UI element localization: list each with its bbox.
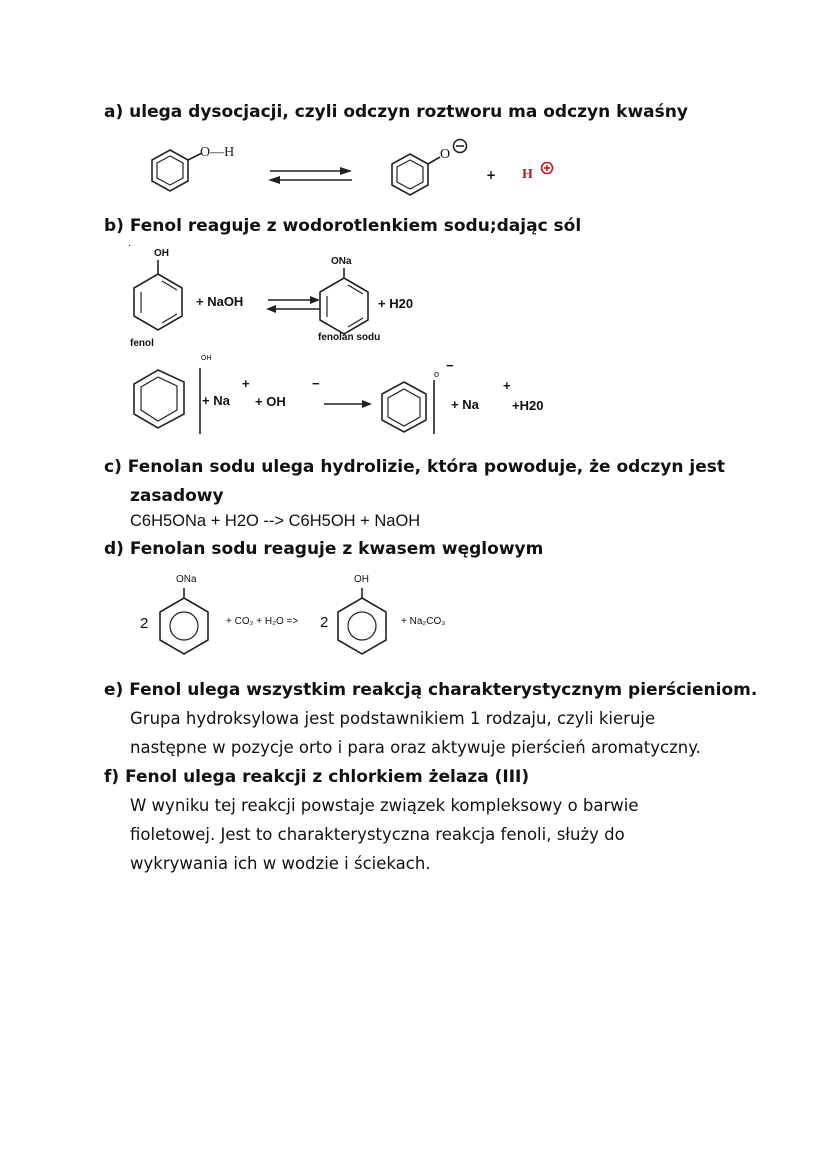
o-charge-b2: −: [446, 358, 454, 373]
sodium-phenolate-structure-d: [150, 586, 214, 662]
oh-label-b1: OH: [154, 248, 169, 259]
oh-label-a: O—H: [200, 145, 235, 160]
section-a-heading: a) ulega dysocjacji, czyli odczyn roztworu ma odczyn kwaśny: [104, 102, 688, 122]
na-charge-product-b2: +: [503, 378, 511, 393]
sodium-phenolate-structure-b1: [316, 266, 376, 342]
hydrolysis-equation: C6H5ONa + H2O --> C6H5OH + NaOH: [130, 512, 421, 530]
section-d-heading: d) Fenolan sodu reaguje z kwasem węglowym: [104, 539, 544, 559]
na-ion-b2: + Na: [202, 393, 230, 408]
phenol-structure-d: [332, 586, 396, 662]
equilibrium-arrow-b: [264, 295, 324, 315]
na-charge-b2: +: [242, 376, 250, 391]
phenol-structure-b2: [130, 364, 210, 440]
negative-charge-circle: [452, 138, 470, 156]
section-b-heading: b) Fenol reaguje z wodorotlenkiem sodu;dając sól: [104, 216, 582, 236]
naoh-reagent: + NaOH: [196, 294, 244, 309]
reagents-d: + CO₂ + H₂O =>: [226, 616, 299, 627]
oh-charge-b2: −: [312, 376, 320, 391]
na-ion-product-b2: + Na: [451, 397, 479, 412]
coefficient-2: 2: [320, 614, 329, 631]
h20-product-b2: +H20: [512, 398, 544, 413]
section-f-heading: f) Fenol ulega reakcji z chlorkiem żelaza (III): [104, 767, 530, 787]
equilibrium-arrow-a: [266, 166, 356, 186]
section-c-heading-line2: zasadowy: [130, 486, 224, 506]
oh-ion-b2: + OH: [255, 394, 286, 409]
section-f-line1: W wyniku tej reakcji powstaje związek kompleksowy o barwie: [130, 796, 639, 815]
phenolate-structure-b2: [376, 376, 442, 442]
oh-label-b2: OH: [201, 355, 212, 362]
h-ion-label: H: [522, 167, 533, 182]
o-label-b2: o: [434, 369, 440, 379]
fenolan-sodu-label: fenolan sodu: [318, 332, 381, 343]
ona-label-d: ONa: [176, 574, 197, 585]
o-label-a: O: [440, 147, 451, 162]
coefficient-1: 2: [140, 615, 149, 632]
phenol-structure-b1: [128, 258, 188, 338]
plus-a: +: [486, 168, 497, 182]
section-f-line3: wykrywania ich w wodzie i ściekach.: [130, 854, 431, 873]
reaction-arrow-b2: [322, 398, 374, 410]
section-c-heading: c) Fenolan sodu ulega hydrolizie, która powoduje, że odczyn jest: [104, 457, 726, 477]
section-e-line2: następne w pozycje orto i para oraz aktywuje pierścień aromatyczny.: [130, 738, 701, 757]
product-d: + Na₂CO₃: [401, 616, 446, 627]
section-f-line2: fioletowej. Jest to charakterystyczna reakcja fenoli, służy do: [130, 825, 625, 844]
stray-dot: .: [128, 238, 132, 249]
oh-label-d: OH: [354, 574, 369, 585]
positive-charge-circle: [540, 161, 556, 177]
h2o-product-b1: + H20: [378, 296, 414, 311]
ona-label-b1: ONa: [331, 256, 352, 267]
section-e-line1: Grupa hydroksylowa jest podstawnikiem 1 rodzaju, czyli kieruje: [130, 709, 656, 728]
fenol-label: fenol: [130, 338, 154, 349]
section-e-heading: e) Fenol ulega wszystkim reakcją charakterystycznym pierścieniom.: [104, 680, 758, 700]
